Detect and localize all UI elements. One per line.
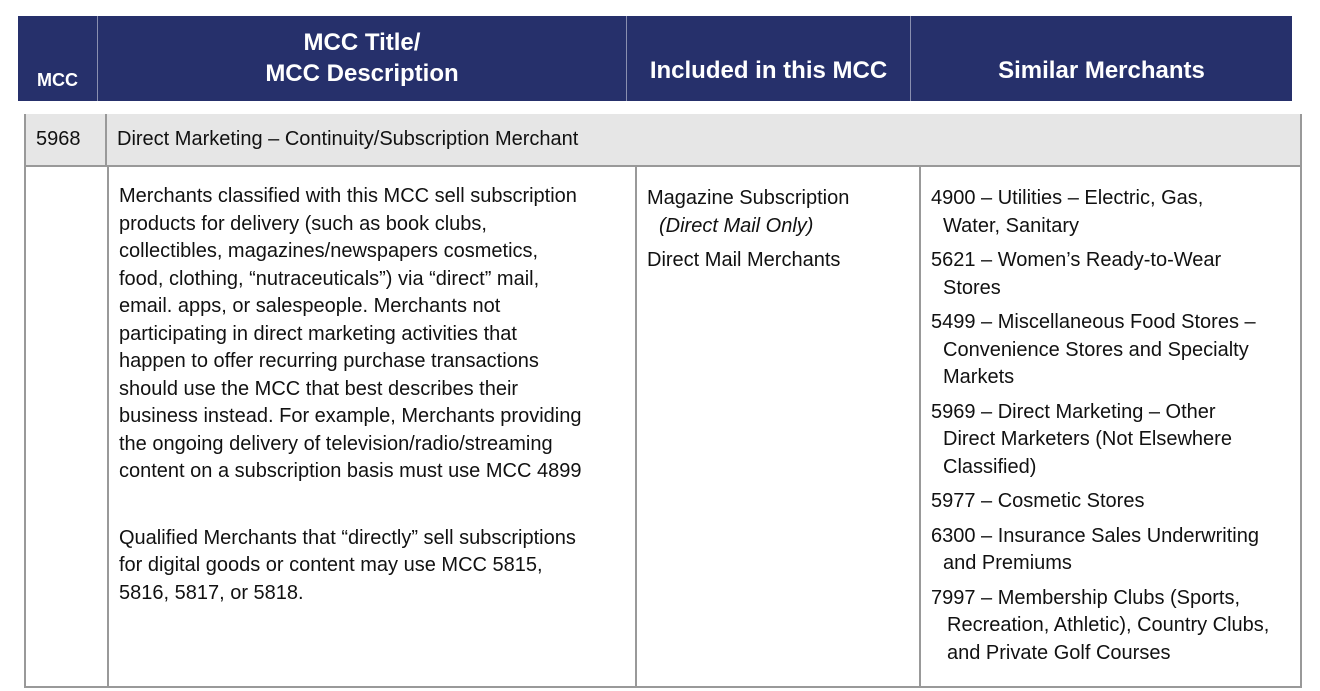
- text-line: Markets: [943, 366, 1015, 388]
- text-line: Water, Sanitary: [943, 214, 1079, 237]
- included-item-note: (Direct Mail Only): [659, 214, 814, 237]
- mcc-title: Direct Marketing – Continuity/Subscription Merchant: [117, 128, 579, 150]
- included-item: Magazine Subscription: [647, 187, 850, 209]
- mcc-detail-row: [26, 167, 1300, 688]
- text-line: Qualified Merchants that “directly” sell subscriptions: [119, 526, 576, 549]
- similar-merchant-item: [931, 585, 1290, 668]
- mcc-table: [24, 114, 1302, 688]
- text-line: 5969 – Direct Marketing – Other: [931, 400, 1216, 423]
- text-line: content on a subscription basis must use MCC 4899: [119, 460, 582, 482]
- text-line: and Premiums: [943, 552, 1072, 574]
- text-line: Recreation, Athletic), Country Clubs,: [947, 614, 1270, 636]
- text-line: business instead. For example, Merchants providing: [119, 405, 582, 427]
- empty-mcc-cell: [26, 167, 109, 686]
- text-line: products for delivery (such as book clubs,: [119, 212, 487, 235]
- text-line: participating in direct marketing activities that: [119, 322, 517, 345]
- header-similar: Similar Merchants: [998, 57, 1205, 84]
- text-line: Merchants classified with this MCC sell subscription: [119, 185, 577, 207]
- similar-merchant-item: [931, 399, 1290, 482]
- text-line: 5499 – Miscellaneous Food Stores –: [931, 311, 1256, 333]
- mcc-title-row: [26, 114, 1300, 167]
- text-line: the ongoing delivery of television/radio/streaming: [119, 432, 553, 455]
- similar-merchant-item: [931, 309, 1290, 392]
- text-line: food, clothing, “nutraceuticals”) via “direct” mail,: [119, 267, 540, 290]
- text-line: 5977 – Cosmetic Stores: [931, 490, 1145, 512]
- description-paragraph-1: [119, 183, 625, 486]
- text-line: 6300 – Insurance Sales Underwriting: [931, 524, 1259, 547]
- similar-merchant-item: [931, 523, 1290, 578]
- text-line: Convenience Stores and Specialty: [943, 338, 1249, 361]
- mcc-description: [109, 167, 637, 686]
- similar-merchant-item: [931, 185, 1290, 240]
- text-line: Classified): [943, 455, 1037, 478]
- text-line: for digital goods or content may use MCC 5815,: [119, 554, 543, 576]
- text-line: happen to offer recurring purchase transactions: [119, 350, 539, 372]
- header-included: Included in this MCC: [627, 16, 911, 101]
- text-line: should use the MCC that best describes their: [119, 377, 519, 400]
- mcc-code: 5968: [26, 114, 107, 165]
- text-line: collectibles, magazines/newspapers cosmetics,: [119, 240, 539, 262]
- similar-merchants: [921, 167, 1300, 686]
- text-line: Stores: [943, 276, 1001, 299]
- description-paragraph-2: [119, 525, 625, 608]
- header-title-line: MCC Title/: [303, 29, 421, 56]
- text-line: Direct Marketers (Not Elsewhere: [943, 428, 1232, 450]
- header-title: [98, 16, 627, 101]
- text-line: 7997 – Membership Clubs (Sports,: [931, 586, 1241, 609]
- text-line: 5621 – Women’s Ready-to-Wear: [931, 249, 1222, 271]
- similar-merchant-item: [931, 488, 1290, 516]
- text-line: 5816, 5817, or 5818.: [119, 581, 304, 604]
- header-mcc: MCC: [18, 16, 98, 101]
- included-merchants: [637, 167, 921, 686]
- included-item: Direct Mail Merchants: [647, 249, 841, 271]
- text-line: 4900 – Utilities – Electric, Gas,: [931, 187, 1204, 209]
- similar-merchant-item: [931, 247, 1290, 302]
- table-header: [18, 16, 1292, 101]
- header-title-line: MCC Description: [265, 60, 459, 87]
- text-line: and Private Golf Courses: [947, 641, 1171, 664]
- text-line: email. apps, or salespeople. Merchants not: [119, 295, 501, 317]
